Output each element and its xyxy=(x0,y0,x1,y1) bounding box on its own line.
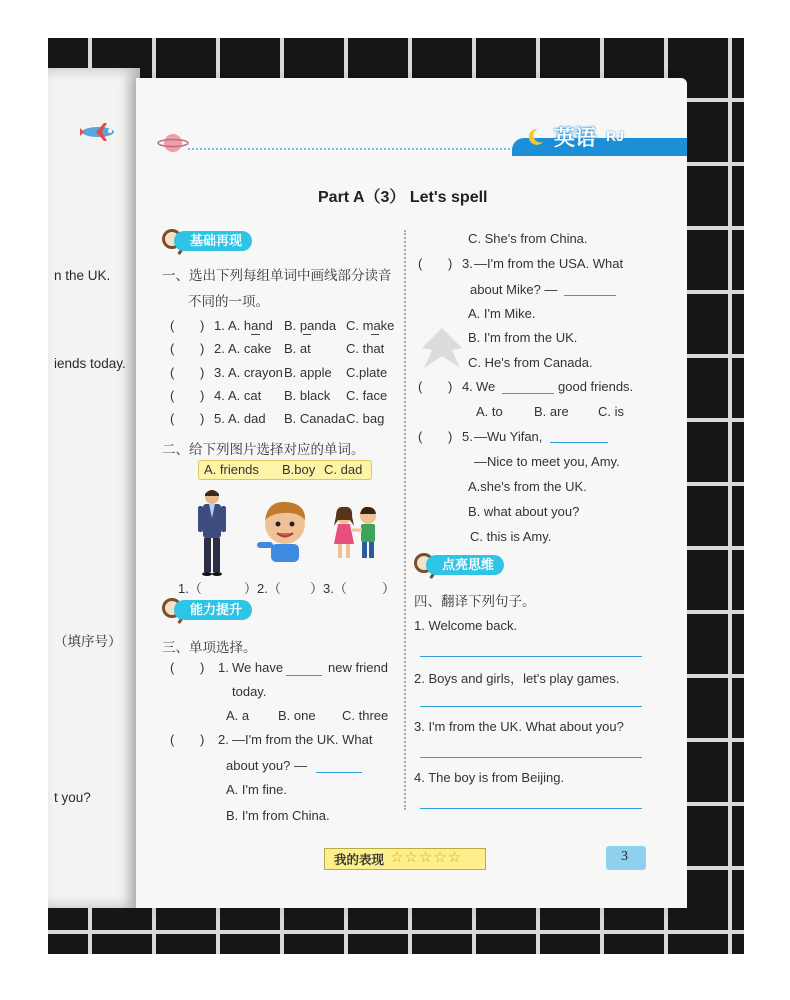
left-page xyxy=(48,68,140,908)
q3-3-line1: —I'm from the USA. What xyxy=(474,256,624,271)
q3-4-answer-line xyxy=(502,393,554,394)
answer-line-4 xyxy=(420,808,642,809)
q1-option-a: A. cake xyxy=(228,341,272,356)
q3-3-option-a: A. I'm Mike. xyxy=(468,306,536,321)
q3-5-option-c: C. this is Amy. xyxy=(470,529,552,544)
q3-3-answer-line xyxy=(564,295,616,296)
q1-option-b: B. at xyxy=(284,341,311,356)
sentence-3: 3. I'm from the UK. What about you? xyxy=(414,719,624,734)
planet-icon xyxy=(156,130,190,156)
q3-1-option-c: C. three xyxy=(342,708,389,723)
q3-1-post: new friend xyxy=(328,660,388,675)
q3-2-option-a: A. I'm fine. xyxy=(226,782,288,797)
q3-2-option-c: C. She's from China. xyxy=(468,231,588,246)
friends-picture xyxy=(326,506,386,562)
page-title: Part A（3） Let's spell xyxy=(318,189,488,206)
left-fragment-1: n the UK. xyxy=(54,268,111,283)
q2-option-b: B.boy xyxy=(282,462,316,477)
star-rating[interactable]: ☆☆☆☆☆ xyxy=(390,849,463,866)
q3-1-answer-line xyxy=(286,675,322,676)
airplane-icon xyxy=(76,122,120,142)
q2-option-c: C. dad xyxy=(324,462,363,477)
left-fragment-2: iends today. xyxy=(54,356,126,371)
q3-4-pre: We xyxy=(476,379,496,394)
q2-blank-2: ）2.（ xyxy=(244,581,281,596)
q1-option-c: C. that xyxy=(346,341,385,356)
q1-option-a: A. crayon xyxy=(228,365,283,380)
column-divider xyxy=(404,230,406,810)
q1-option-c: C.plate xyxy=(346,365,388,380)
q3-2-line2: about you? — xyxy=(226,758,307,773)
q2-blank-1: 1.（ xyxy=(178,581,202,596)
sentence-4: 4. The boy is from Beijing. xyxy=(414,770,565,785)
q2-title: 二、给下列图片选择对应的单词。 xyxy=(162,442,365,457)
answer-line-3 xyxy=(420,757,642,758)
q1-option-b: B. black xyxy=(284,388,331,403)
moon-icon xyxy=(524,126,546,148)
q1-option-b: B. panda xyxy=(284,318,337,333)
section-badge-basics: 基础再现 xyxy=(174,231,252,251)
q4-title: 四、翻译下列句子。 xyxy=(414,594,536,609)
left-fragment-3: （填序号） xyxy=(54,634,122,649)
q2-option-a: A. friends xyxy=(204,462,259,477)
sentence-2: 2. Boys and girls，let's play games. xyxy=(414,671,620,686)
brand-title: 英语 xyxy=(554,127,596,150)
q3-4-option-c: C. is xyxy=(598,404,624,419)
q3-3-num: 3. xyxy=(462,256,473,271)
q1-title: 一、选出下列每组单词中画线部分读音 xyxy=(162,268,392,283)
header-dotted-line xyxy=(188,148,518,150)
q3-5-line2: —Nice to meet you, Amy. xyxy=(474,454,620,469)
q2-blank-4: ） xyxy=(382,581,396,596)
q3-2-line1: —I'm from the UK. What xyxy=(232,732,373,747)
q3-4-option-a: A. to xyxy=(476,404,503,419)
q3-1-num: 1. xyxy=(218,660,229,675)
q3-2-option-b: B. I'm from China. xyxy=(226,808,330,823)
q3-1-option-a: A. a xyxy=(226,708,250,723)
workbook-page: 英语 RJ Part A（3） Let's spell 基础再现 一、选出下列每组单词中画线部分读音 不同的一项。 ( ) 1. A. hand B. panda C. make ( ) 2. A. cake B. at C. that ( ) 3. A. crayon B. apple C.plate ( ) 4. A. cat B. black C. face ( ) 5. A. dad B. Canada C. bag 二、给下列图片选择对应的单词。 A. friends B.boy C. dad 1.（ ）2.（ ）3.（ ） 能力提升 三、单项选择。 ( ) 1. We have new friend today. A. a B. one C. three ( ) 2. —I'm from the UK. What about you? — A. I'm fine. B. I'm from China. C. She's from China. ( ) 3. —I'm from the USA. What about Mike? — A. I'm Mike. B. I'm from the UK. C. He's from Canada. ( ) 4. We good friends. A. to B. are C. is ( ) 5. —Wu Yifan, —Nice to meet you, Amy. A.she's from the UK. B. what about you? C. this is Amy. 点亮思维 四、翻译下列句子。 1. Welcome back. 2. Boys and girls，let's play games. 3. I'm from the UK. What about you? 4. The boy is from Beijing. 我的表现 ☆☆☆☆☆ 3 xyxy=(136,78,687,908)
q3-3-option-b: B. I'm from the UK. xyxy=(468,330,578,345)
page-number: 3 xyxy=(621,849,628,864)
q1-option-a: A. dad xyxy=(228,411,266,426)
answer-line-1 xyxy=(420,656,642,657)
mat-grid-line xyxy=(48,930,744,934)
man-picture xyxy=(194,488,230,576)
q1-num: 5. xyxy=(214,411,225,426)
q1-num: 1. xyxy=(214,318,225,333)
q3-2-answer-line xyxy=(316,772,362,773)
q3-4-option-b: B. are xyxy=(534,404,569,419)
boy-picture xyxy=(254,498,316,564)
brand-suffix: RJ xyxy=(606,128,624,144)
q3-3-option-c: C. He's from Canada. xyxy=(468,355,593,370)
performance-label: 我的表现 xyxy=(334,853,385,867)
section-badge-thinking: 点亮思维 xyxy=(426,555,504,575)
q3-5-option-a: A.she's from the UK. xyxy=(468,479,587,494)
q1-option-c: C. make xyxy=(346,318,395,333)
section-badge-ability: 能力提升 xyxy=(174,600,252,620)
q3-2-num: 2. xyxy=(218,732,229,747)
q3-1-option-b: B. one xyxy=(278,708,316,723)
q1-option-a: A. hand xyxy=(228,318,273,333)
q1-option-b: B. apple xyxy=(284,365,332,380)
q1-num: 4. xyxy=(214,388,225,403)
q1-num: 2. xyxy=(214,341,225,356)
q1-option-b: B. Canada xyxy=(284,411,346,426)
q3-4-post: good friends. xyxy=(558,379,634,394)
q1-option-a: A. cat xyxy=(228,388,262,403)
q3-title: 三、单项选择。 xyxy=(162,640,257,655)
q3-3-line2: about Mike? — xyxy=(470,282,558,297)
q3-5-option-b: B. what about you? xyxy=(468,504,580,519)
q3-4-num: 4. xyxy=(462,379,473,394)
q3-5-num: 5. xyxy=(462,429,473,444)
mat-grid-line xyxy=(728,38,732,954)
q1-title-2: 不同的一项。 xyxy=(188,294,269,309)
q1-num: 3. xyxy=(214,365,225,380)
q3-1-pre: We have xyxy=(232,660,284,675)
q3-1-line2: today. xyxy=(232,684,267,699)
q3-5-line1: —Wu Yifan, xyxy=(474,429,543,444)
left-fragment-4: t you? xyxy=(54,790,91,805)
sentence-1: 1. Welcome back. xyxy=(414,618,518,633)
q1-option-c: C. bag xyxy=(346,411,385,426)
q3-5-answer-line xyxy=(550,442,608,443)
eagle-watermark xyxy=(412,318,472,378)
q1-option-c: C. face xyxy=(346,388,388,403)
q2-blank-3: ）3.（ xyxy=(310,581,347,596)
answer-line-2 xyxy=(420,706,642,707)
